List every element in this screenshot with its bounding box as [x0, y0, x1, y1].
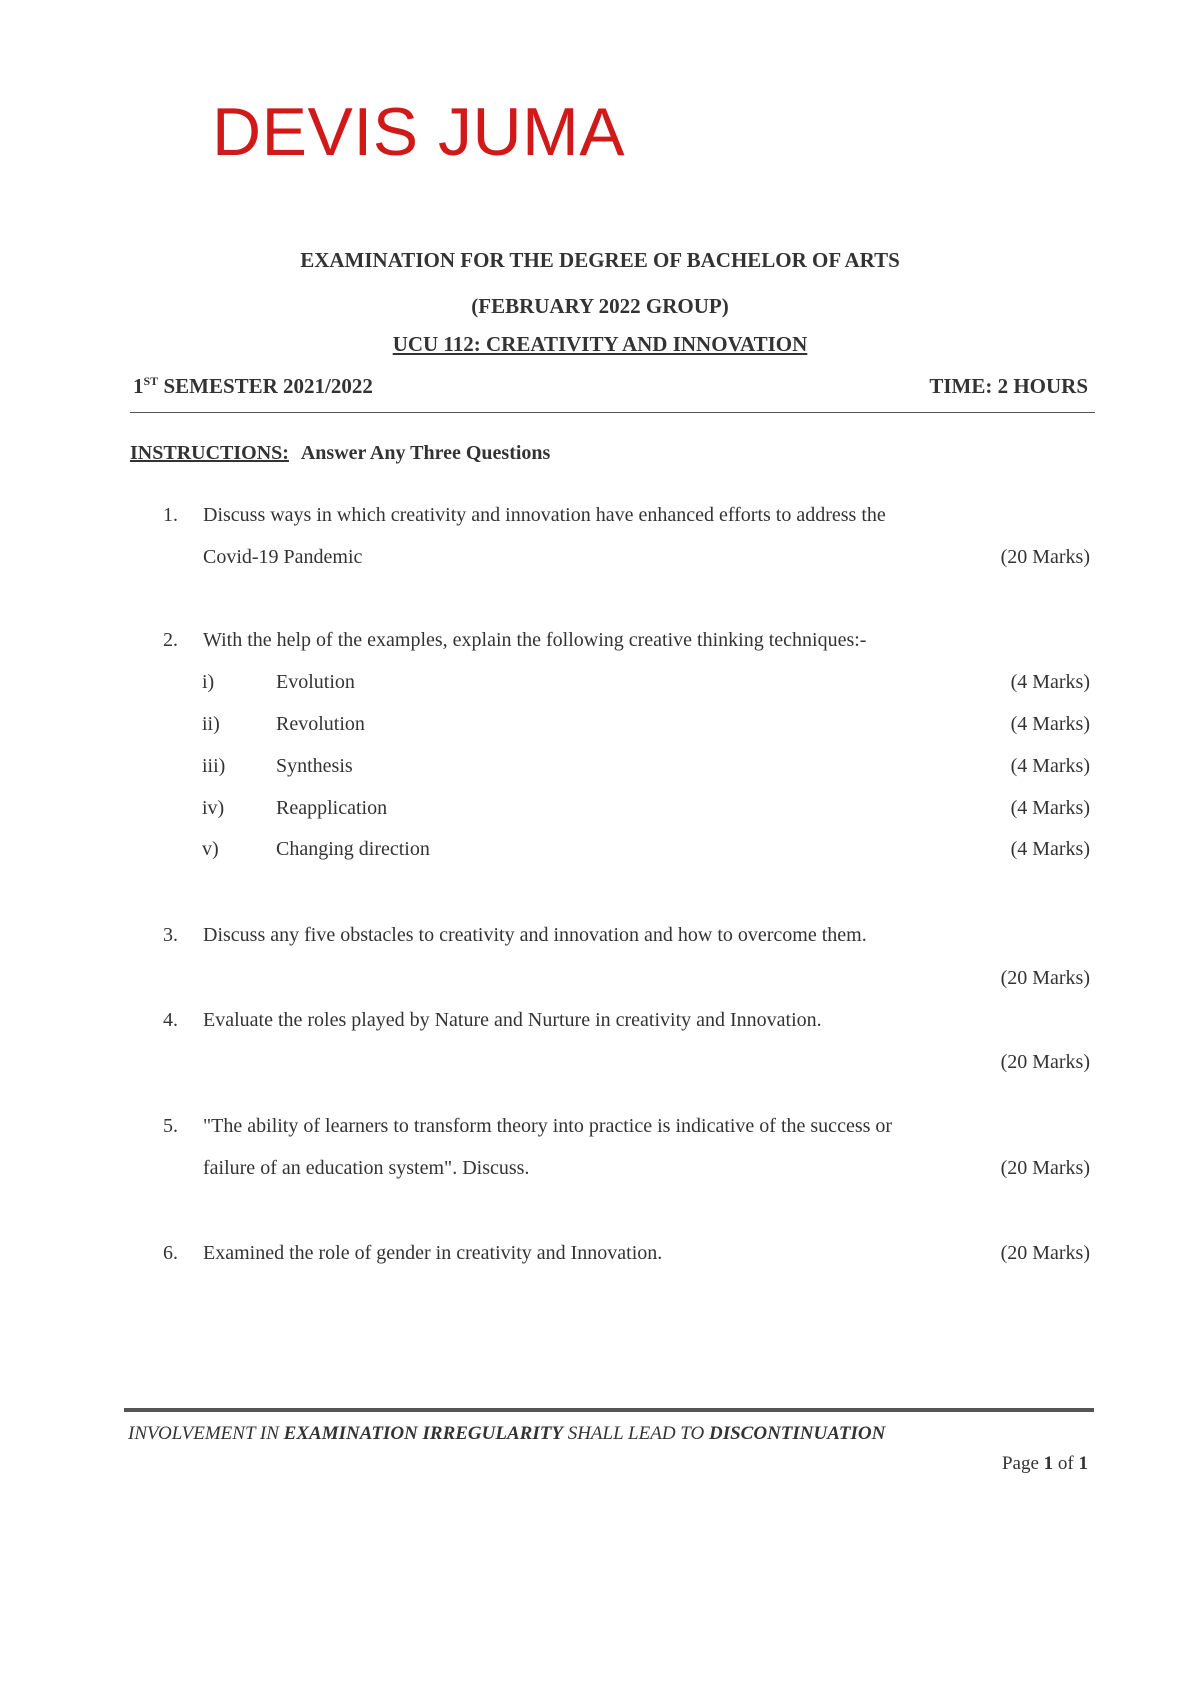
subquestion-roman: ii)	[202, 713, 220, 735]
question-3-marks: (20 Marks)	[1000, 967, 1090, 989]
exam-group: (FEBRUARY 2022 GROUP)	[471, 294, 729, 318]
footer-emphasis: EXAMINATION IRREGULARITY	[283, 1423, 563, 1444]
question-4-text: Evaluate the roles played by Nature and Nurture in creativity and Innovation.	[203, 1009, 822, 1031]
page-number	[1002, 1453, 1088, 1475]
exam-time: TIME: 2 HOURS	[929, 374, 1088, 398]
footer-text: INVOLVEMENT IN	[128, 1423, 284, 1444]
subquestion-marks: (4 Marks)	[1010, 713, 1090, 735]
page-current: 1	[1043, 1453, 1054, 1474]
question-4-number: 4.	[163, 1009, 178, 1031]
footer-divider	[124, 1408, 1094, 1412]
semester-suffix: ST	[143, 374, 159, 388]
page-mid: of	[1053, 1453, 1079, 1474]
question-1-number: 1.	[163, 504, 178, 526]
question-3-number: 3.	[163, 924, 178, 946]
question-5-marks: (20 Marks)	[1000, 1157, 1090, 1179]
semester-number: 1	[133, 374, 144, 398]
subquestion-text: Revolution	[276, 713, 365, 735]
semester	[133, 374, 373, 399]
header-divider	[130, 412, 1095, 413]
question-5-text: "The ability of learners to transform theory into practice is indicative of the success or	[203, 1115, 893, 1137]
question-1-text: Discuss ways in which creativity and innovation have enhanced efforts to address the	[203, 504, 886, 526]
subquestion-text: Reapplication	[276, 797, 388, 819]
exam-title: EXAMINATION FOR THE DEGREE OF BACHELOR OF ARTS	[300, 248, 900, 272]
page-total: 1	[1078, 1453, 1088, 1474]
semester-text: SEMESTER 2021/2022	[158, 374, 373, 398]
subquestion-marks: (4 Marks)	[1010, 755, 1090, 777]
watermark: DEVIS JUMA	[212, 94, 626, 170]
question-6-marks: (20 Marks)	[1000, 1242, 1090, 1264]
subquestion-roman: i)	[202, 671, 215, 693]
question-2-text: With the help of the examples, explain the following creative thinking techniques:-	[203, 629, 867, 651]
footer-notice	[128, 1423, 885, 1445]
question-6-number: 6.	[163, 1242, 178, 1264]
subquestion-marks: (4 Marks)	[1010, 838, 1090, 860]
instructions-label: INSTRUCTIONS:	[130, 442, 289, 464]
course-title: UCU 112: CREATIVITY AND INNOVATION	[392, 332, 808, 356]
question-6-text: Examined the role of gender in creativity and Innovation.	[203, 1242, 663, 1264]
question-3-text: Discuss any five obstacles to creativity and innovation and how to overcome them.	[203, 924, 867, 946]
question-2-number: 2.	[163, 629, 178, 651]
subquestion-text: Synthesis	[276, 755, 353, 777]
subquestion-text: Evolution	[276, 671, 355, 693]
question-4-marks: (20 Marks)	[1000, 1051, 1090, 1073]
subquestion-roman: iv)	[202, 797, 225, 819]
question-1-marks: (20 Marks)	[1000, 546, 1090, 568]
subquestion-text: Changing direction	[276, 838, 430, 860]
subquestion-marks: (4 Marks)	[1010, 797, 1090, 819]
instructions	[130, 442, 550, 465]
instructions-text: Answer Any Three Questions	[300, 442, 551, 464]
question-1-text-cont: Covid-19 Pandemic	[203, 546, 363, 568]
subquestion-roman: iii)	[202, 755, 226, 777]
footer-emphasis: DISCONTINUATION	[709, 1423, 886, 1444]
footer-text: SHALL LEAD TO	[562, 1423, 709, 1444]
subquestion-roman: v)	[202, 838, 219, 860]
page-prefix: Page	[1001, 1453, 1044, 1474]
question-5-number: 5.	[163, 1115, 178, 1137]
subquestion-marks: (4 Marks)	[1010, 671, 1090, 693]
question-5-text-cont: failure of an education system". Discuss.	[203, 1157, 530, 1179]
